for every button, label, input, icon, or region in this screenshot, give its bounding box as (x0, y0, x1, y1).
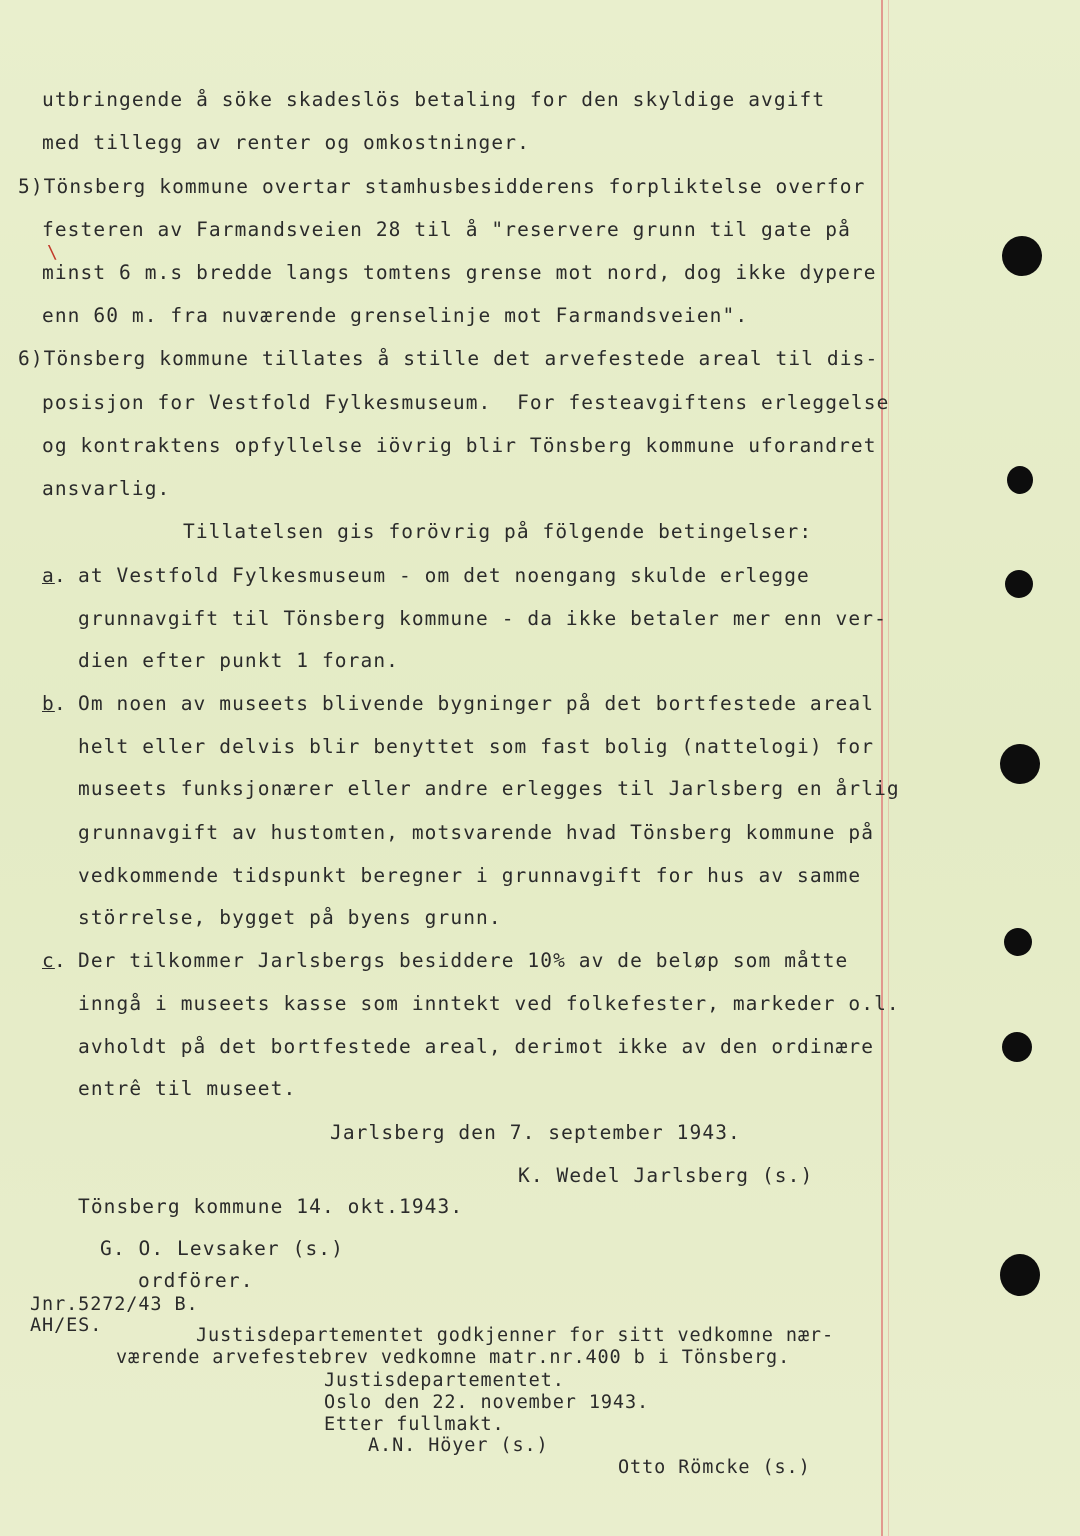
punch-hole (1004, 928, 1032, 956)
initials: AH/ES. (30, 1315, 103, 1336)
signature-romcke: Otto Römcke (s.) (618, 1457, 811, 1478)
body-line: 6)Tönsberg kommune tillates å stille det arvefestede areal til dis- (18, 347, 879, 370)
body-line: enn 60 m. fra nuværende grenselinje mot Farmandsveien". (42, 304, 749, 327)
condition-c-line: avholdt på det bortfestede areal, derimot ikke av den ordinære (78, 1035, 875, 1058)
approval-date: Oslo den 22. november 1943. (324, 1392, 650, 1413)
pencil-check-mark: \ (47, 242, 58, 263)
conditions-heading: Tillatelsen gis forövrig på fölgende betingelser: (183, 520, 813, 543)
department-name: Justisdepartementet. (324, 1370, 565, 1391)
punch-hole (1000, 744, 1040, 784)
condition-b-dot: . (54, 692, 67, 715)
condition-b-line: museets funksjonærer eller andre erlegges til Jarlsberg en årlig (78, 777, 900, 800)
body-line: utbringende å söke skadeslös betaling for den skyldige avgift (42, 88, 826, 111)
punch-hole (1002, 236, 1042, 276)
body-line: posisjon for Vestfold Fylkesmuseum. For festeavgiftens erleggelse (42, 391, 890, 414)
authority-note: Etter fullmakt. (324, 1414, 505, 1435)
journal-number: Jnr.5272/43 B. (30, 1294, 199, 1315)
condition-c-line: entrê til museet. (78, 1077, 297, 1100)
condition-b-line: grunnavgift av hustomten, motsvarende hvad Tönsberg kommune på (78, 821, 875, 844)
body-line: minst 6 m.s bredde langs tomtens grense mot nord, dog ikke dypere (42, 261, 877, 284)
signature-hoyer: A.N. Höyer (s.) (368, 1435, 549, 1456)
approval-line: Justisdepartementet godkjenner for sitt vedkomne nær- (196, 1325, 835, 1346)
signature-jarlsberg: K. Wedel Jarlsberg (s.) (518, 1164, 814, 1187)
condition-b-line: störrelse, bygget på byens grunn. (78, 906, 502, 929)
condition-a-line: dien efter punkt 1 foran. (78, 649, 399, 672)
condition-b-line: Om noen av museets blivende bygninger på det bortfestede areal (78, 692, 875, 715)
margin-line-secondary (888, 0, 889, 1536)
signature-levsaker: G. O. Levsaker (s.) (100, 1237, 344, 1260)
punch-hole (1000, 1254, 1040, 1296)
body-line: 5)Tönsberg kommune overtar stamhusbesidderens forpliktelse overfor (18, 175, 866, 198)
condition-c-dot: . (54, 949, 67, 972)
body-line: ansvarlig. (42, 477, 171, 500)
condition-c-line: inngå i museets kasse som inntekt ved folkefester, markeder o.l. (78, 992, 900, 1015)
condition-c-letter: c (42, 949, 55, 972)
margin-line (881, 0, 883, 1536)
condition-b-line: vedkommende tidspunkt beregner i grunnavgift for hus av samme (78, 864, 862, 887)
punch-hole (1002, 1032, 1032, 1062)
body-line: med tillegg av renter og omkostninger. (42, 131, 530, 154)
condition-a-line: at Vestfold Fylkesmuseum - om det noengang skulde erlegge (78, 564, 810, 587)
approval-line: værende arvefestebrev vedkomne matr.nr.400 b i Tönsberg. (116, 1347, 791, 1368)
condition-a-letter: a (42, 564, 55, 587)
condition-a-line: grunnavgift til Tönsberg kommune - da ikke betaler mer enn ver- (78, 607, 887, 630)
punch-hole (1007, 466, 1033, 494)
signature-title: ordförer. (138, 1269, 254, 1292)
condition-a-dot: . (54, 564, 67, 587)
dated-place: Jarlsberg den 7. september 1943. (330, 1121, 741, 1144)
body-line: og kontraktens opfyllelse iövrig blir Tönsberg kommune uforandret (42, 434, 877, 457)
municipality-date: Tönsberg kommune 14. okt.1943. (78, 1195, 464, 1218)
condition-b-letter: b (42, 692, 55, 715)
condition-b-line: helt eller delvis blir benyttet som fast bolig (nattelogi) for (78, 735, 875, 758)
punch-hole (1005, 570, 1033, 598)
condition-c-line: Der tilkommer Jarlsbergs besiddere 10% av de beløp som måtte (78, 949, 849, 972)
body-line: festeren av Farmandsveien 28 til å "reservere grunn til gate på (42, 218, 851, 241)
